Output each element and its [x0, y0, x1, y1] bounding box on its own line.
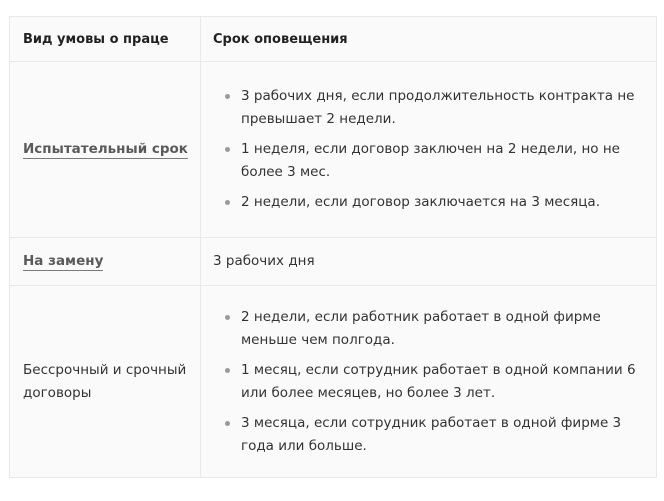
list-item [213, 191, 642, 214]
table-header-row [10, 17, 656, 62]
bullet-icon [225, 94, 230, 99]
row-period-cell [201, 62, 656, 237]
list-item-text: 2 недели, если работник работает в одной фирме меньше чем полгода. [241, 309, 601, 348]
bullet-icon [225, 315, 230, 320]
bullet-icon [225, 200, 230, 205]
period-text: 3 рабочих дня [213, 253, 315, 269]
row-period-cell [201, 286, 656, 478]
period-list [213, 306, 642, 458]
row-period-cell [201, 238, 656, 285]
list-item-text: 3 месяца, если сотрудник работает в одной фирме 3 года или больше. [241, 415, 622, 454]
table-row [10, 286, 656, 478]
table-row [10, 238, 656, 286]
list-item [213, 359, 642, 405]
header-cell-period [201, 17, 656, 61]
bullet-icon [225, 368, 230, 373]
notice-period-table [9, 16, 657, 478]
list-item [213, 306, 642, 352]
row-type-cell [10, 286, 201, 478]
header-period-label: Срок оповещения [213, 31, 348, 47]
probation-link[interactable]: Испытательный срок [23, 141, 188, 157]
list-item-text: 3 рабочих дня, если продолжительность контракта не превышает 2 недели. [241, 88, 635, 127]
list-item-text: 1 месяц, если сотрудник работает в одной компании 6 или более месяцев, но более 3 лет. [241, 362, 636, 401]
contract-type-text: Бессрочный и срочный договоры [23, 362, 187, 401]
list-item-text: 2 недели, если договор заключается на 3 месяца. [241, 194, 600, 210]
list-item-text: 1 неделя, если договор заключен на 2 недели, но не более 3 мес. [241, 141, 620, 180]
header-cell-type [10, 17, 201, 61]
table-row [10, 62, 656, 238]
period-list [213, 85, 642, 214]
row-type-cell [10, 238, 201, 285]
bullet-icon [225, 421, 230, 426]
row-type-cell [10, 62, 201, 237]
bullet-icon [225, 147, 230, 152]
header-type-label: Вид умовы о праце [23, 31, 169, 47]
list-item [213, 138, 642, 184]
list-item [213, 412, 642, 458]
list-item [213, 85, 642, 131]
replacement-link[interactable]: На замену [23, 253, 104, 269]
